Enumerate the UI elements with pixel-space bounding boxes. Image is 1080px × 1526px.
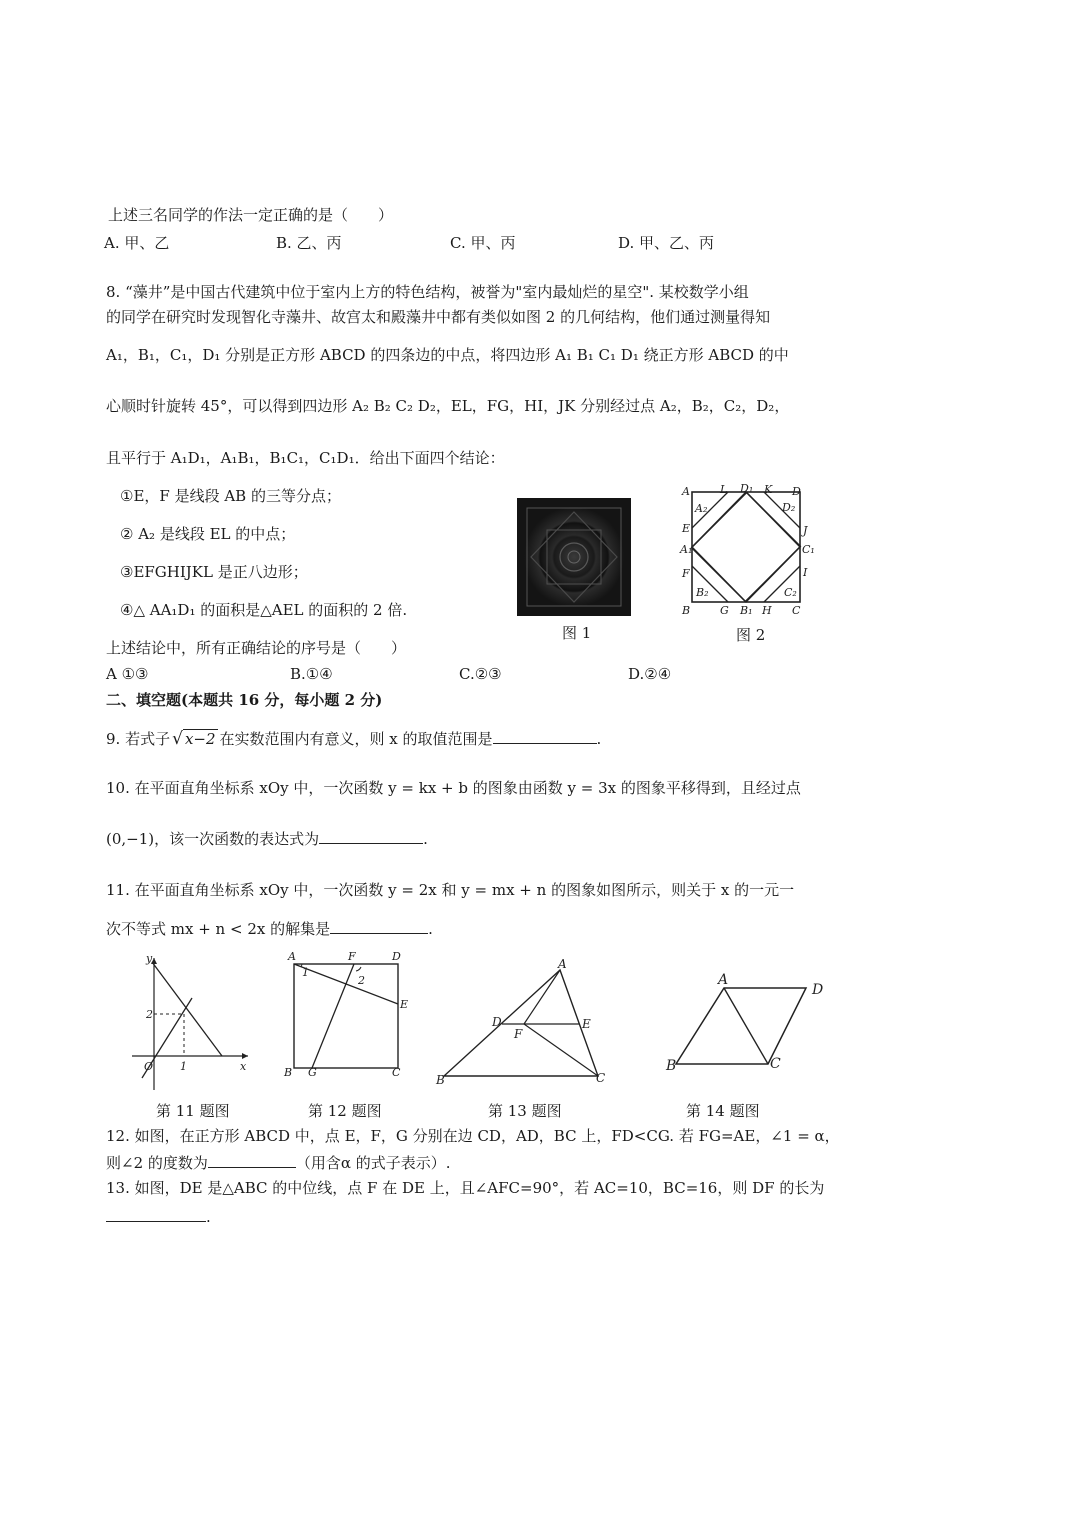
fig11-label-o: O [144, 1060, 154, 1073]
fig2-label: G [720, 604, 729, 617]
angle-2-arc [356, 967, 361, 971]
figure-2-diagram [676, 482, 816, 617]
q9-radical [172, 729, 217, 749]
q8-ask: 上述结论中，所有正确结论的序号是（ ） [106, 639, 407, 657]
q7-option-a[interactable]: A. 甲、乙 [104, 234, 170, 252]
figure-2-caption: 图 2 [736, 626, 766, 644]
segment-fc [524, 1024, 598, 1076]
segment-af [524, 970, 560, 1024]
q12-line1: 12. 如图，在正方形 ABCD 中，点 E，F，G 分别在边 CD，AD，BC 上，FD<CG. 若 FG=AE，∠1 = α， [106, 1127, 840, 1145]
figure-11-graph [126, 950, 252, 1096]
figure-11-caption: 第 11 题图 [156, 1102, 230, 1120]
q12-text-pre: 则∠2 的度数为 [106, 1154, 208, 1172]
fig12-label: F [348, 950, 356, 963]
q10-answer-blank[interactable] [319, 828, 423, 844]
fig2-label: C [792, 604, 801, 617]
fig2-label: C₁ [802, 543, 815, 556]
fig13-label: B [436, 1073, 445, 1087]
figure-13-caption: 第 13 题图 [488, 1102, 562, 1120]
fig11-label-y: y [146, 952, 153, 965]
fig12-label: D [392, 950, 401, 963]
fig2-label: L [720, 483, 728, 496]
figure-12-caption: 第 12 题图 [308, 1102, 382, 1120]
q8-option-c[interactable]: C.②③ [459, 665, 502, 683]
figure-13-diagram [434, 957, 614, 1090]
figure-1-pattern [517, 498, 631, 616]
q11-end: . [428, 920, 433, 938]
q9-radicand: x−2 [184, 730, 216, 748]
fig2-label: B₂ [696, 586, 709, 599]
fig14-label: D [812, 982, 824, 998]
q8-option-d[interactable]: D.②④ [628, 665, 672, 683]
section-2-heading: 二、填空题(本题共 16 分，每小题 2 分) [106, 691, 383, 709]
figure-1-photo [517, 498, 631, 616]
fig11-label-2: 2 [146, 1008, 153, 1021]
fig2-label: F [682, 567, 690, 580]
q8-conclusion-1: ①E，F 是线段 AB 的三等分点； [120, 487, 341, 505]
fig2-label: J [803, 524, 808, 537]
q9-line [106, 728, 601, 749]
q12-text-post: （用含α 的式子表示）. [295, 1154, 451, 1172]
figure-14-diagram [664, 968, 844, 1078]
q9-pre: 9. 若式子 [106, 730, 171, 748]
q11-line1: 11. 在平面直角坐标系 xOy 中，一次函数 y = 2x 和 y = mx + n 的图象如图所示，则关于 x 的一元一 [106, 881, 795, 899]
fig14-label: C [770, 1056, 781, 1072]
q9-answer-blank[interactable] [493, 728, 597, 744]
fig12-label: A [288, 950, 296, 963]
q10-text: (0,−1)，该一次函数的表达式为 [106, 830, 320, 848]
square-abcd [294, 964, 398, 1068]
fig2-label: I [803, 566, 808, 579]
q8-line5: 且平行于 A₁D₁，A₁B₁，B₁C₁，C₁D₁．给出下面四个结论： [106, 449, 505, 467]
fig12-label: E [400, 998, 409, 1011]
fig2-label: B [682, 604, 691, 617]
fig11-label-1: 1 [180, 1060, 187, 1073]
q13-end: . [206, 1208, 211, 1226]
q7-option-c[interactable]: C. 甲、丙 [450, 234, 516, 252]
fig13-label: E [582, 1017, 591, 1031]
fig2-label: B₁ [740, 604, 753, 617]
fig2-label: A [682, 485, 690, 498]
fig11-label-x: x [240, 1060, 247, 1073]
x-axis-arrow-icon [242, 1053, 248, 1059]
fig14-label: B [666, 1058, 677, 1074]
fig2-label: A₁ [680, 543, 693, 556]
fig2-label: D [792, 485, 801, 498]
diagonal-ac [724, 988, 768, 1064]
fig13-label: A [558, 957, 567, 971]
fig13-label: F [514, 1027, 523, 1041]
fig12-label: 1 [302, 966, 309, 979]
q7-stem: 上述三名同学的作法一定正确的是（ ） [108, 206, 394, 224]
parallelogram-abcd [676, 988, 806, 1064]
q11-text: 次不等式 mx + n < 2x 的解集是 [106, 920, 331, 938]
q9-end: . [596, 730, 602, 748]
fig2-label: D₁ [740, 482, 754, 495]
q7-option-d[interactable]: D. 甲、乙、丙 [618, 234, 715, 252]
figure-12-diagram [282, 950, 412, 1080]
q12-answer-blank[interactable] [208, 1152, 296, 1168]
q10-line1: 10. 在平面直角坐标系 xOy 中，一次函数 y = kx + b 的图象由函数 y = 3x 的图象平移得到，且经过点 [106, 779, 801, 797]
fig13-label: D [492, 1015, 502, 1029]
q8-option-a[interactable]: A ①③ [106, 665, 149, 683]
q11-answer-blank[interactable] [330, 918, 428, 934]
q8-line4: 心顺时针旋转 45°，可以得到四边形 A₂ B₂ C₂ D₂，EL，FG，HI，JK 分别经过点 A₂，B₂，C₂，D₂， [106, 397, 790, 415]
fig12-label: G [308, 1066, 317, 1079]
q8-line3: A₁，B₁，C₁，D₁ 分别是正方形 ABCD 的四条边的中点，将四边形 A₁ B₁ C₁ D₁ 绕正方形 ABCD 的中 [106, 346, 789, 364]
fig12-label: C [392, 1066, 401, 1079]
line-y-mx-n [152, 962, 222, 1056]
q8-line2: 的同学在研究时发现智化寺藻井、故宫太和殿藻井中都有类似如图 2 的几何结构，他们通过测量得知 [106, 308, 771, 326]
fig13-label: C [596, 1071, 606, 1085]
q9-post: 在实数范围内有意义，则 x 的取值范围是 [219, 730, 493, 748]
fig2-label: E [682, 522, 691, 535]
figure-14-caption: 第 14 题图 [686, 1102, 760, 1120]
q7-option-b[interactable]: B. 乙、丙 [276, 234, 342, 252]
q12-line2 [106, 1152, 451, 1173]
figure-1-caption: 图 1 [562, 624, 592, 642]
q13-answer-blank[interactable] [106, 1206, 206, 1222]
q8-conclusion-3: ③EFGHIJKL 是正八边形； [120, 563, 308, 581]
fig2-label: A₂ [695, 502, 708, 515]
q13-line1: 13. 如图，DE 是△ABC 的中位线，点 F 在 DE 上，且∠AFC=90°，若 AC=10，BC=16，则 DF 的长为 [106, 1179, 825, 1197]
q8-option-b[interactable]: B.①④ [290, 665, 333, 683]
fig12-label: 2 [358, 974, 365, 987]
fig12-label: B [284, 1066, 293, 1079]
sqrt-sign-icon: √ [172, 729, 183, 749]
fig2-label: K [764, 483, 773, 496]
q11-line2 [106, 918, 433, 939]
q8-conclusion-2: ② A₂ 是线段 EL 的中点； [120, 525, 296, 543]
fig2-label: C₂ [784, 586, 797, 599]
fig2-label: D₂ [782, 501, 796, 514]
q13-line2 [106, 1206, 211, 1227]
fig2-label: H [762, 604, 772, 617]
q8-line1: 8. “藻井”是中国古代建筑中位于室内上方的特色结构，被誉为"室内最灿烂的星空". 某校数学小组 [106, 283, 749, 301]
fig14-label: A [718, 972, 729, 988]
q10-line2 [106, 828, 428, 849]
q10-end: . [423, 830, 428, 848]
q8-conclusion-4: ④△ AA₁D₁ 的面积是△AEL 的面积的 2 倍. [120, 601, 408, 619]
